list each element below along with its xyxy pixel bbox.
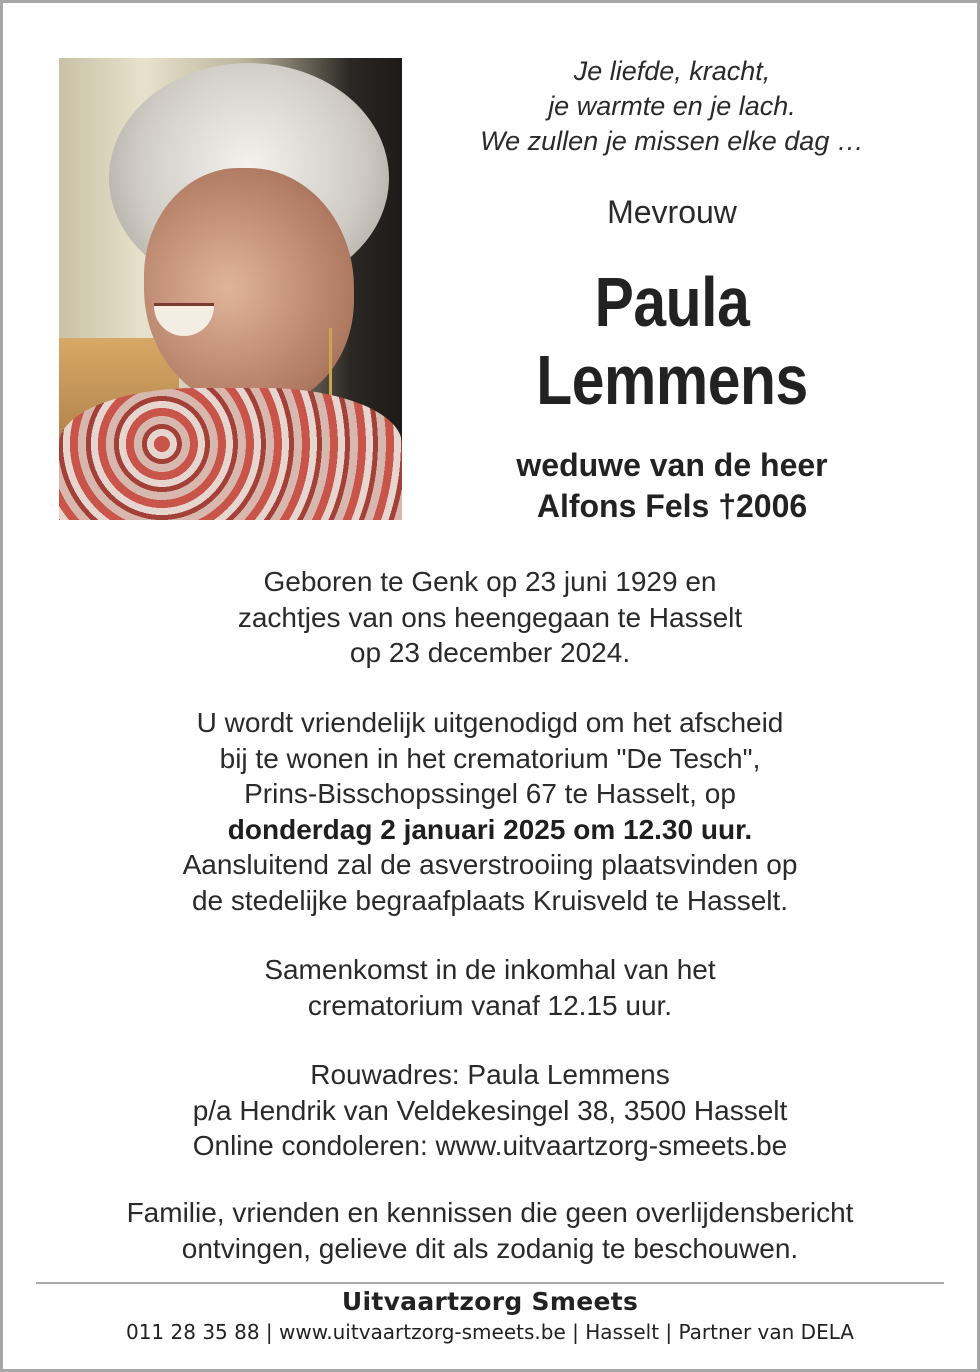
notice [0, 1195, 980, 1266]
text-line: Familie, vrienden en kennissen die geen overlijdensbericht [126, 1197, 854, 1228]
text-line: Prins-Bisschopssingel 67 te Hasselt, op [244, 778, 736, 809]
spouse-info [432, 445, 912, 527]
text-line: de stedelijke begraafplaats Kruisveld te Hasselt. [191, 884, 789, 916]
text-line: Samenkomst in de inkomhal van het [264, 954, 716, 985]
birth-death-info [0, 564, 980, 671]
first-name: Paula [594, 263, 750, 341]
ceremony-date: donderdag 2 januari 2025 om 12.30 uur. [227, 813, 753, 845]
text-line: p/a Hendrik van Veldekesingel 38, 3500 Hasselt [192, 1094, 788, 1126]
honorific: Mevrouw [607, 194, 737, 230]
ceremony-info [0, 705, 980, 918]
text-line: bij te wonen in het crematorium "De Tesch", [219, 742, 761, 774]
footer-divider [36, 1282, 944, 1284]
text-line: Aansluitend zal de asverstrooiing plaatsvinden op [182, 849, 798, 880]
funeral-home-contact: 011 28 35 88 | www.uitvaartzorg-smeets.be | Hasselt | Partner van DELA [125, 1320, 854, 1344]
text-line: Rouwadres: Paula Lemmens [310, 1059, 670, 1090]
spouse-line: Alfons Fels †2006 [536, 488, 808, 524]
gathering-info [0, 952, 980, 1023]
text-line: U wordt vriendelijk uitgenodigd om het afscheid [196, 707, 784, 738]
poem-line: Je liefde, kracht, [573, 56, 771, 86]
text-line: crematorium vanaf 12.15 uur. [307, 989, 673, 1021]
text-line: op 23 december 2024. [349, 637, 631, 668]
poem [432, 54, 912, 159]
text-line: zachtjes van ons heengegaan te Hasselt [237, 601, 743, 633]
spouse-line: weduwe van de heer [516, 447, 828, 483]
address-info [0, 1057, 980, 1164]
condolence-link[interactable]: Online condoleren: www.uitvaartzorg-smeets.be [192, 1130, 788, 1161]
funeral-home-name: Uitvaartzorg Smeets [341, 1287, 639, 1316]
poem-line: We zullen je missen elke dag … [480, 126, 864, 156]
text-line: ontvingen, gelieve dit als zodanig te beschouwen. [181, 1232, 799, 1264]
poem-line: je warmte en je lach. [548, 91, 796, 121]
text-line: Geboren te Genk op 23 juni 1929 en [263, 566, 717, 597]
portrait-photo [59, 58, 402, 520]
last-name: Lemmens [536, 341, 808, 419]
